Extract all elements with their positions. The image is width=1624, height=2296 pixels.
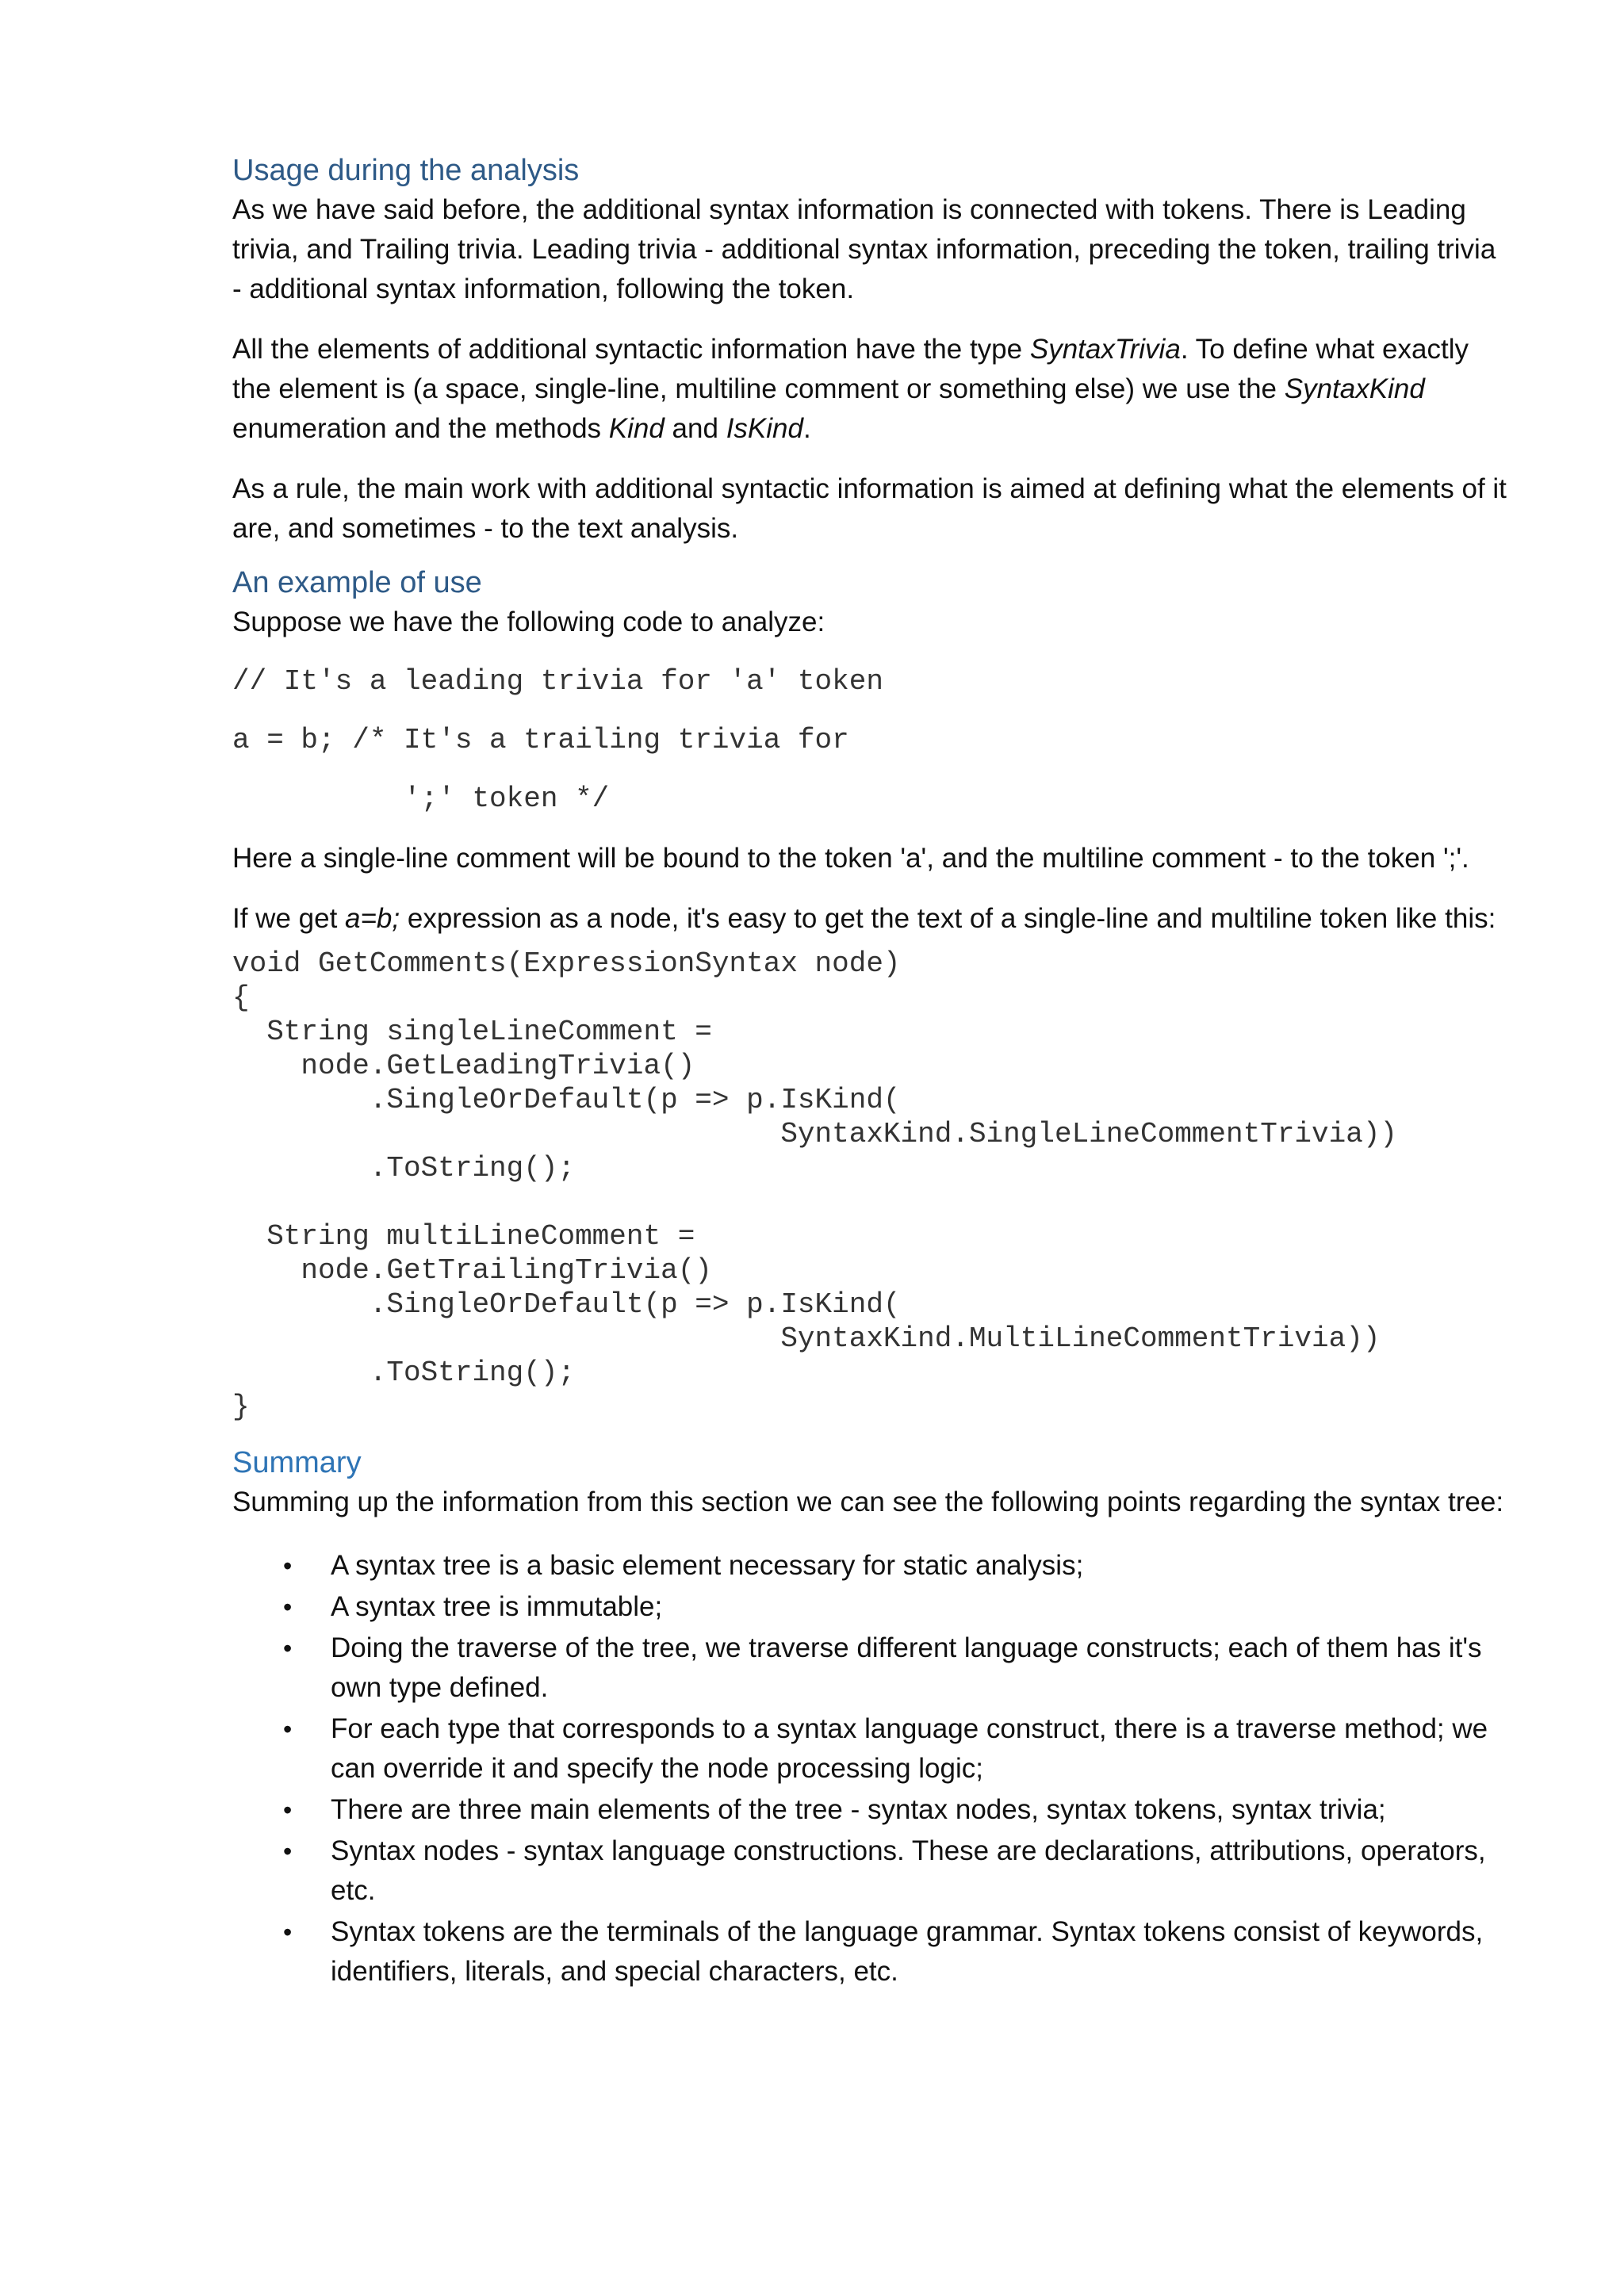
summary-list-item-text: There are three main elements of the tree - syntax nodes, syntax tokens, syntax trivia; xyxy=(331,1794,1386,1825)
italic-expression: a=b; xyxy=(345,903,400,934)
italic-iskind: IsKind xyxy=(726,413,803,444)
code-line-2: a = b; /* It's a trailing trivia for xyxy=(232,724,849,756)
summary-list-item-text: Syntax nodes - syntax language constructions. These are declarations, attributions, operators, etc. xyxy=(331,1835,1486,1906)
paragraph-usage-1: As we have said before, the additional syntax information is connected with tokens. There is Leading trivia, and Trailing trivia. Leading trivia - additional syntax information, preceding the token, trailing trivia - additional syntax information, following the token. xyxy=(232,194,1496,304)
text-run: expression as a node, it's easy to get the text of a single-line and multiline token like this: xyxy=(400,903,1496,934)
bullet-icon: • xyxy=(283,1796,293,1824)
summary-list-item-text: A syntax tree is immutable; xyxy=(331,1591,663,1622)
heading-example: An example of use xyxy=(232,566,482,599)
text-run: . To define what exactly the element is (a space, single-line, multiline comment or something else) we use the xyxy=(232,334,1469,404)
bullet-icon: • xyxy=(283,1837,293,1866)
summary-list-item xyxy=(283,1709,1509,1789)
summary-list-item xyxy=(283,1587,1509,1627)
summary-list-item-text: Syntax tokens are the terminals of the language grammar. Syntax tokens consist of keywords, identifiers, literals, and special characters, etc. xyxy=(331,1916,1484,1987)
bullet-icon: • xyxy=(283,1634,293,1663)
summary-list xyxy=(232,1546,1509,1992)
summary-list-item xyxy=(283,1912,1509,1992)
paragraph-example-expr xyxy=(232,899,1509,939)
code-line-1: // It's a leading trivia for 'a' token xyxy=(232,665,883,698)
code-block-getcomments: void GetComments(ExpressionSyntax node) { String singleLineComment = node.GetLeadingTrivia() .SingleOrDefault(p => p.IsKind( SyntaxKind.SingleLineCommentTrivia)) .ToString(); String multiLineComment = node.GetTrailingTrivia() .SingleOrDefault(p => p.IsKind( SyntaxKind.MultiLineCommentTrivia)) .ToString(); } xyxy=(232,947,1398,1423)
summary-list-item xyxy=(283,1831,1509,1911)
paragraph-usage-3: As a rule, the main work with additional syntactic information is aimed at defining what the elements of it are, and sometimes - to the text analysis. xyxy=(232,473,1507,544)
summary-list-item-text: Doing the traverse of the tree, we traverse different language constructs; each of them has it's own type defined. xyxy=(331,1632,1482,1703)
paragraph-example-intro: Suppose we have the following code to analyze: xyxy=(232,607,825,637)
document-content xyxy=(232,151,1509,1993)
bullet-icon: • xyxy=(283,1918,293,1946)
italic-syntaxkind: SyntaxKind xyxy=(1284,373,1425,404)
paragraph-example-bound: Here a single-line comment will be bound to the token 'a', and the multiline comment - to the token ';'. xyxy=(232,843,1469,874)
bullet-icon: • xyxy=(283,1715,293,1743)
summary-list-item xyxy=(283,1628,1509,1708)
bullet-icon: • xyxy=(283,1552,293,1580)
text-run: All the elements of additional syntactic information have the type xyxy=(232,334,1030,365)
bullet-icon: • xyxy=(283,1593,293,1621)
summary-list-item xyxy=(283,1546,1509,1586)
text-run: enumeration and the methods xyxy=(232,413,609,444)
heading-usage: Usage during the analysis xyxy=(232,154,580,187)
text-run: and xyxy=(664,413,726,444)
text-run: . xyxy=(802,413,811,444)
summary-list-item xyxy=(283,1790,1509,1830)
heading-summary: Summary xyxy=(232,1446,362,1479)
italic-kind: Kind xyxy=(608,413,665,444)
paragraph-summary-intro: Summing up the information from this section we can see the following points regarding the syntax tree: xyxy=(232,1487,1504,1517)
code-line-3: ';' token */ xyxy=(232,783,610,815)
italic-syntaxtrivia: SyntaxTrivia xyxy=(1029,334,1181,365)
summary-list-item-text: A syntax tree is a basic element necessary for static analysis; xyxy=(331,1550,1084,1581)
text-run: If we get xyxy=(232,903,346,934)
summary-list-item-text: For each type that corresponds to a syntax language construct, there is a traverse method; we can override it and specify the node processing logic; xyxy=(331,1713,1488,1784)
paragraph-usage-2 xyxy=(232,330,1509,449)
